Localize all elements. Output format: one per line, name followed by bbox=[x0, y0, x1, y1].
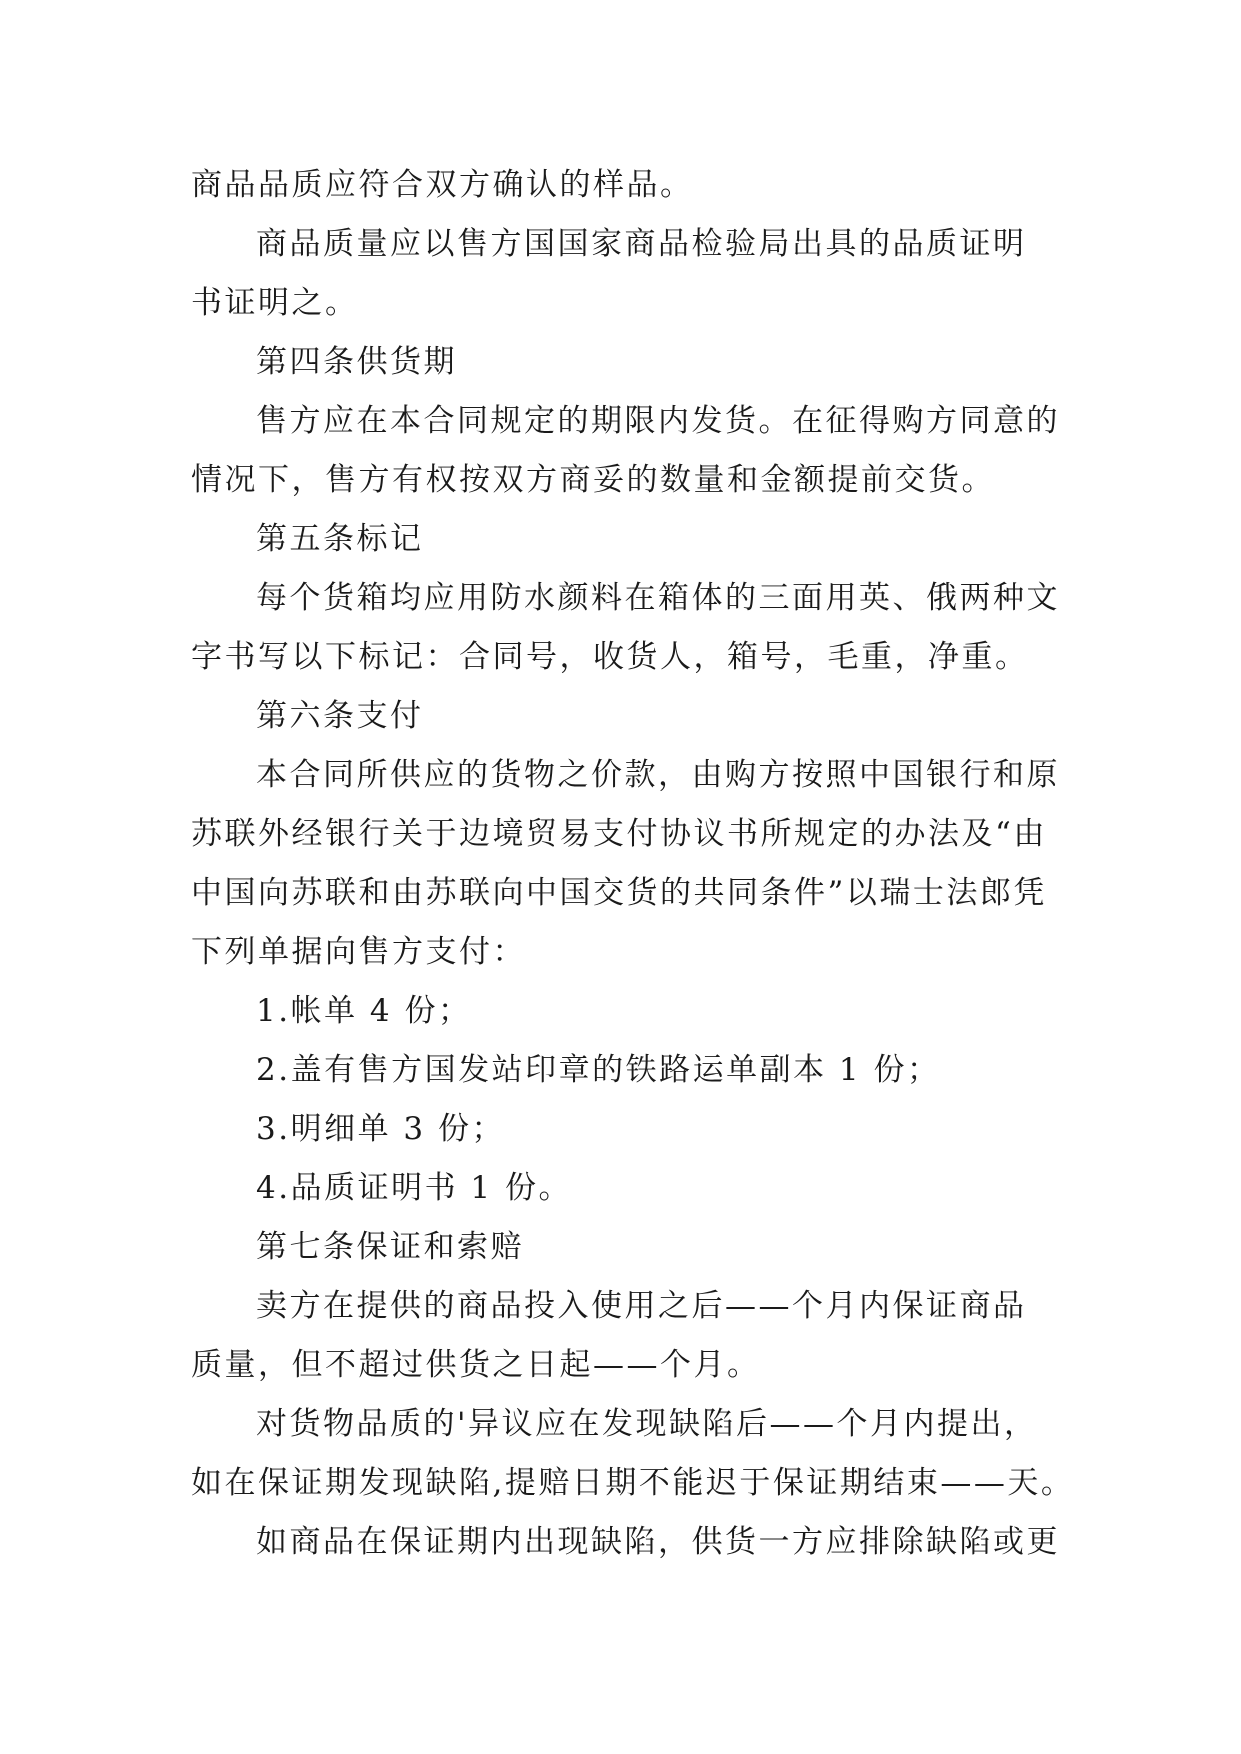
text-line: 商品品质应符合双方确认的样品。 bbox=[191, 167, 694, 203]
text-line: 如在保证期发现缺陷,提赔日期不能迟于保证期结束——天。 bbox=[191, 1465, 1075, 1501]
section-heading: 第六条支付 bbox=[256, 698, 424, 734]
text-line: 字书写以下标记：合同号，收货人，箱号，毛重，净重。 bbox=[191, 639, 1029, 675]
list-item: 2.盖有售方国发站印章的铁路运单副本 1 份； bbox=[256, 1052, 941, 1088]
text-line: 情况下，售方有权按双方商妥的数量和金额提前交货。 bbox=[191, 462, 995, 498]
text-line: 对货物品质的'异议应在发现缺陷后——个月内提出， bbox=[256, 1406, 1038, 1442]
list-item: 3.明细单 3 份； bbox=[256, 1111, 506, 1147]
section-heading: 第四条供货期 bbox=[256, 344, 457, 380]
text-line: 如商品在保证期内出现缺陷，供货一方应排除缺陷或更 bbox=[256, 1524, 1060, 1560]
text-line: 卖方在提供的商品投入使用之后——个月内保证商品 bbox=[256, 1288, 1027, 1324]
text-line: 售方应在本合同规定的期限内发货。在征得购方同意的 bbox=[256, 403, 1060, 439]
document-body bbox=[191, 156, 1075, 1572]
text-line: 质量，但不超过供货之日起——个月。 bbox=[191, 1347, 761, 1383]
text-line: 下列单据向售方支付： bbox=[191, 934, 526, 970]
section-heading: 第七条保证和索赔 bbox=[256, 1229, 524, 1265]
text-line: 中国向苏联和由苏联向中国交货的共同条件”以瑞士法郎凭 bbox=[191, 875, 1047, 911]
text-line: 书证明之。 bbox=[191, 285, 359, 321]
list-item: 1.帐单 4 份； bbox=[256, 993, 472, 1029]
text-line: 每个货箱均应用防水颜料在箱体的三面用英、俄两种文 bbox=[256, 580, 1060, 616]
text-line: 苏联外经银行关于边境贸易支付协议书所规定的办法及“由 bbox=[191, 816, 1047, 852]
section-heading: 第五条标记 bbox=[256, 521, 424, 557]
list-item: 4.品质证明书 1 份。 bbox=[256, 1170, 573, 1206]
text-line: 商品质量应以售方国国家商品检验局出具的品质证明 bbox=[256, 226, 1027, 262]
text-line: 本合同所供应的货物之价款，由购方按照中国银行和原 bbox=[256, 757, 1060, 793]
